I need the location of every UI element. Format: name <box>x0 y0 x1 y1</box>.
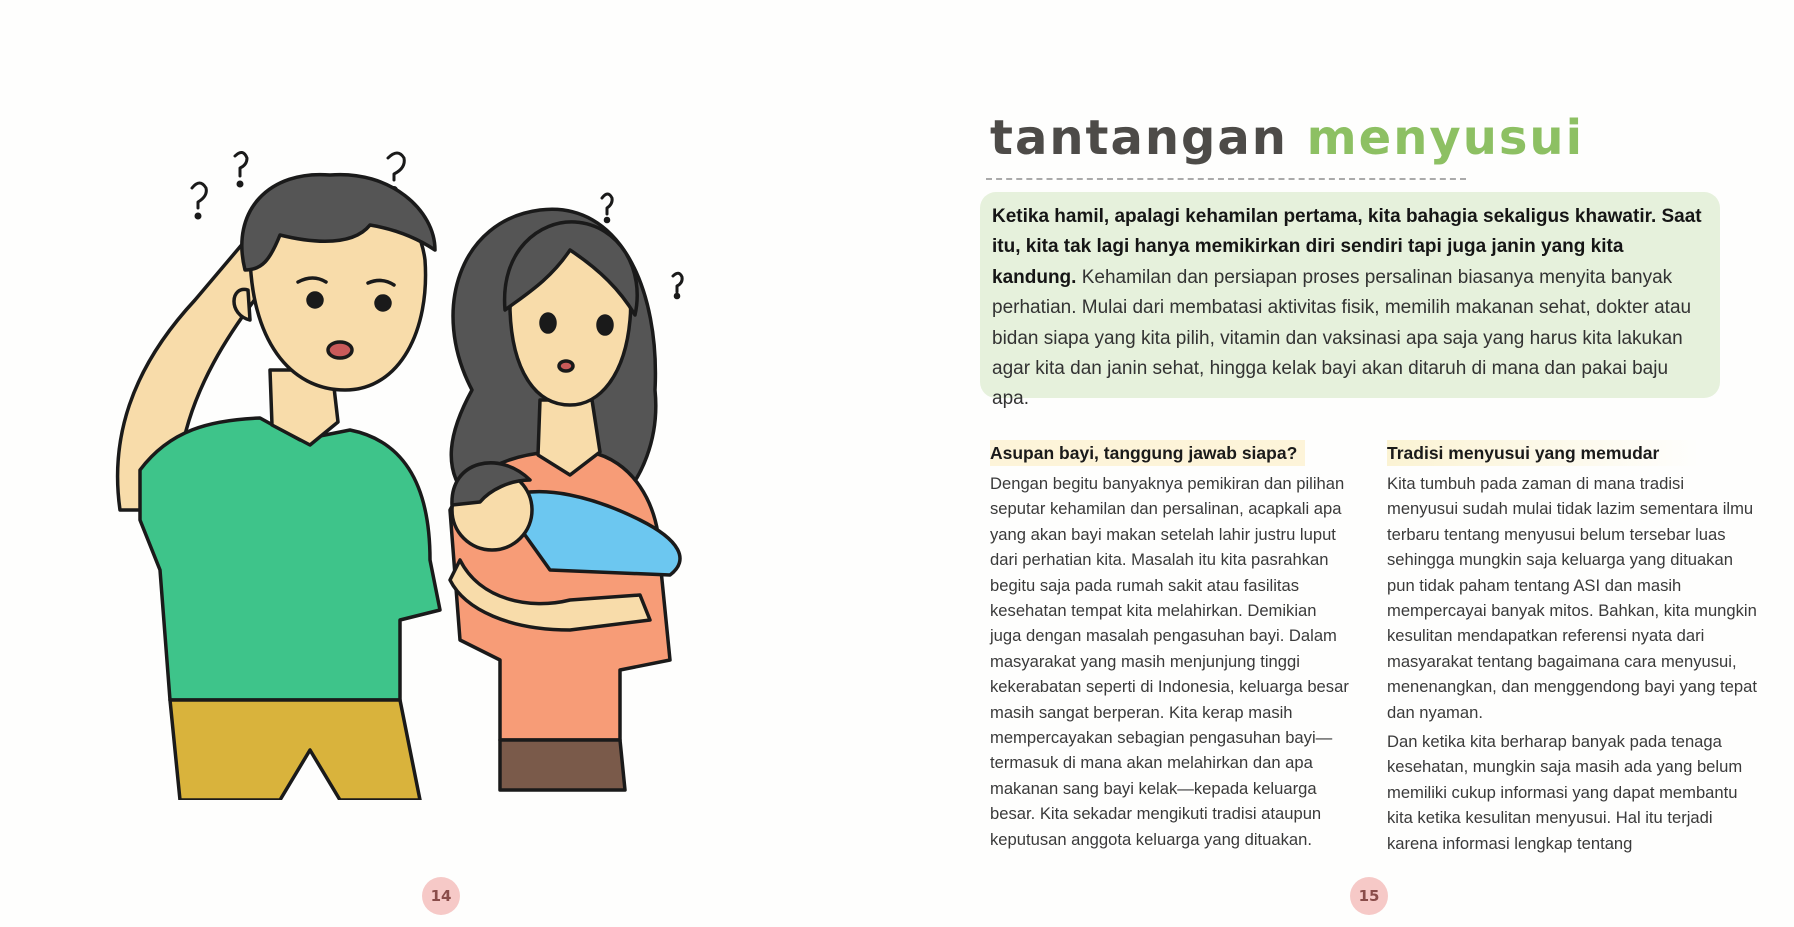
page-number-right: 15 <box>1350 877 1388 915</box>
section-paragraph: Dengan begitu banyaknya pemikiran dan pilihan seputar kehamilan dan persalinan, acapkali apa yang akan bayi makan setelah lahir justru luput dari perhatian kita. Masalah itu kita pasrahkan begitu saja pada rumah sakit atau fasilitas kesehatan tempat kita melahirkan. Demikian juga dengan masalah pengasuhan bayi. Dalam masyarakat yang masih menjunjung tinggi kekerabatan seperti di Indonesia, keluarga besar masih sangat berperan. Kita kerap masih mempercayakan sebagian pengasuhan bayi—termasuk di mana akan melahirkan dan apa makanan sang bayi kelak—kepada keluarga besar. Kita sekadar mengikuti tradisi ataupun keputusan anggota keluarga yang dituakan. <box>990 474 1349 849</box>
section-asupan-bayi <box>990 440 1350 856</box>
title-word-1: tantangan <box>990 110 1288 166</box>
section-paragraph: Dan ketika kita berharap banyak pada tenaga kesehatan, mungkin saja masih ada yang belum memiliki cukup informasi yang dapat membantu kita ketika kesulitan menyusui. Hal itu terjadi karena informasi lengkap tentang <box>1387 732 1743 853</box>
section-heading: Asupan bayi, tanggung jawab siapa? <box>990 440 1305 466</box>
section-paragraph: Kita tumbuh pada zaman di mana tradisi menyusui sudah mulai tidak lazim sementara ilmu terbaru tentang menyusui belum tersebar luas sehingga mungkin saja keluarga yang dituakan pun tidak paham tentang ASI dan masih mempercayai banyak mitos. Bahkan, kita mungkin kesulitan mendapatkan referensi nyata dari masyarakat tentang bagaimana cara menyusui, menenangkan, dan menggendong bayi yang tepat dan nyaman. <box>1387 474 1757 722</box>
parents-with-baby-illustration <box>100 140 700 800</box>
intro-body: Kehamilan dan persiapan proses persalinan biasanya menyita banyak perhatian. Mulai dari membatasi aktivitas fisik, memilih makanan sehat, dokter atau bidan siapa yang kita pilih, vitamin dan vaksinasi apa saja yang harus kita lakukan agar kita dan janin sehat, hingga kelak bayi akan ditaruh di mana dan pakai baju apa. <box>992 266 1692 410</box>
intro-lead: Ketika hamil, apalagi kehamilan pertama, kita bahagia sekaligus khawatir. Saat itu, kita tak lagi hanya memikirkan diri sendiri tapi juga janin yang kita kandung. <box>992 206 1702 288</box>
title-divider <box>986 178 1466 180</box>
page-title <box>990 108 1584 168</box>
section-tradisi-menyusui <box>1387 440 1757 860</box>
section-heading: Tradisi menyusui yang memudar <box>1387 440 1699 466</box>
title-word-2: menyusui <box>1306 110 1585 166</box>
page-number-left: 14 <box>422 877 460 915</box>
intro-box <box>980 192 1720 410</box>
